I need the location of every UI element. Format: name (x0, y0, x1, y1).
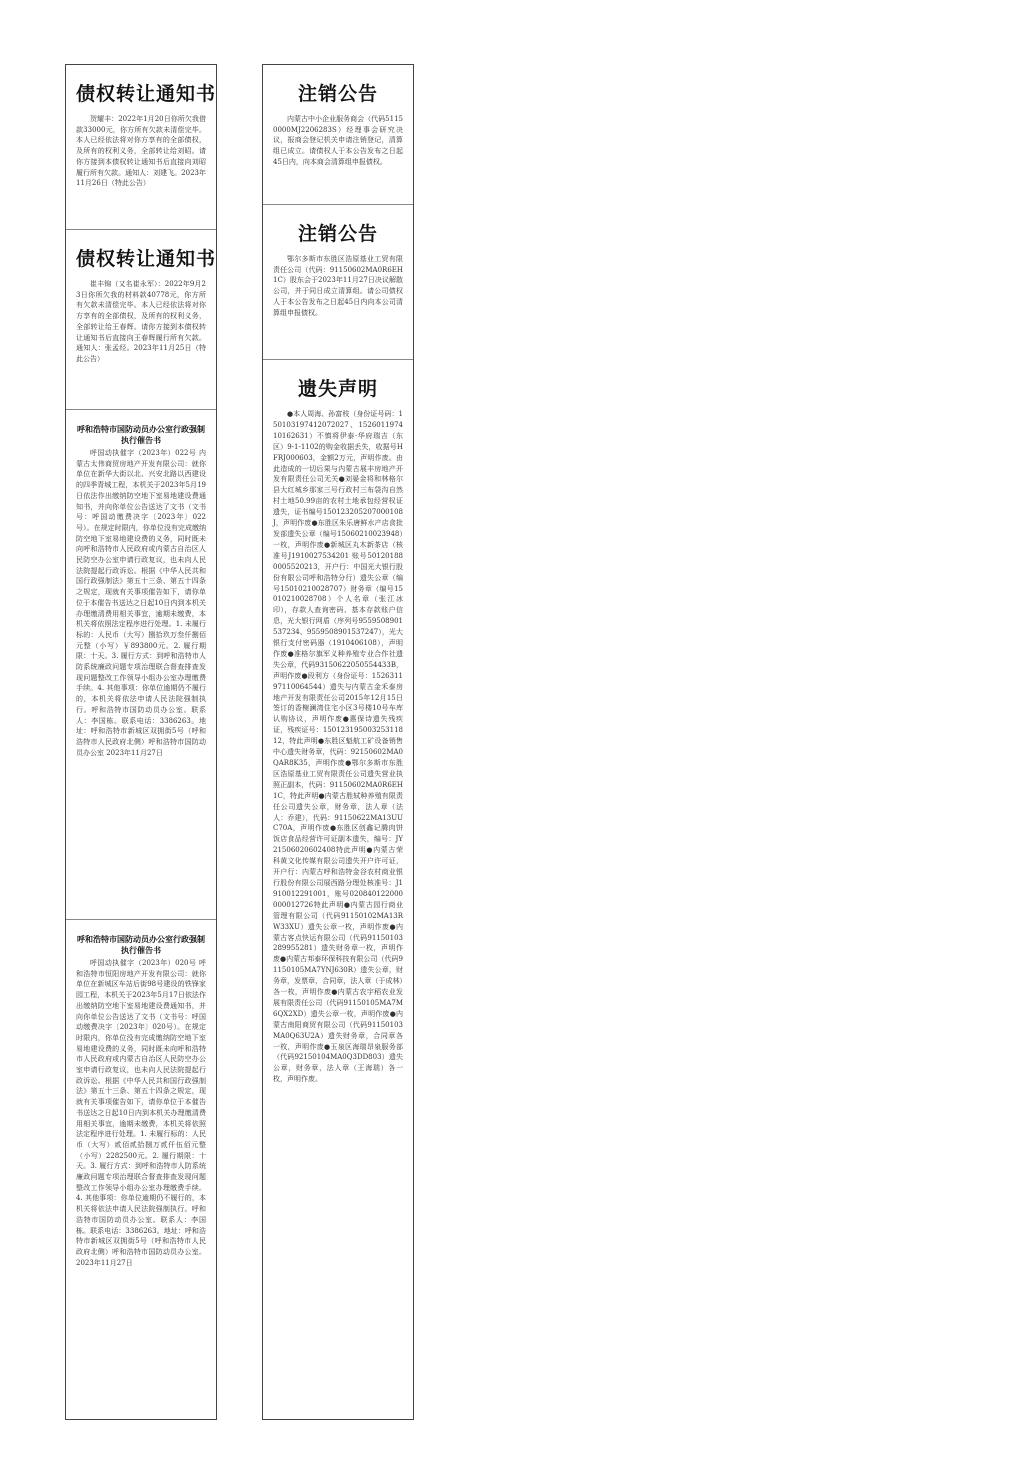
notice-body: 呼国动执催字（2023年）022号 内蒙古太伟商贸房地产开发有限公司：就你单位在新华大街以北、兴安北路以西建设的四季青城工程，本机关于2023年5月19日依法作出缴纳防空地下室易地建设费通知书，并向你单位公告送达了文书（文书号：呼国动缴费决字〔2023年〕022号）。在规定时限内，你单位没有完成缴纳防空地下室易地建设费的义务，同时既未向呼和浩特市人民政府或内蒙古自治区人民防空办公室申请行政复议，也未向人民法院提起行政诉讼。根据《中华人民共和国行政强制法》第五十三条、第五十四条之规定，现就有关事项催告如下，请你单位于本催告书送达之日起10日内到本机关办理缴清费用相关事宜，逾期未缴费，本机关将依照法定程序进行处理。1. 未履行标的：人民币（大写）捌拾玖万叁仟捌佰元整（小写）￥893800元。2. 履行期限：十天。3. 履行方式：到呼和浩特市人防系统廉政问题专项治理联合督查排查发现问题整改工作领导小组办公室办理缴费手续。4. 其他事项：你单位逾期仍不履行的，本机关将依法申请人民法院强制执行。呼和浩特市国防动员办公室。联系人：李国栋。联系电话：3386263。地址：呼和浩特市新城区双拥街5号（呼和浩特市人民政府北侧）呼和浩特市国防动员办公室 2023年11月27日 (76, 449, 206, 757)
notice-title: 注销公告 (297, 83, 378, 105)
notice-body: ●本人周海、孙富枝（身份证号码：150103197412072027、152601197410162631）不慎将伊泰·华府瑞吉（东区）9-1-1102的购金收据丢失，收据号HFRJ000603，金额2万元，声明作废。由此造成的一切后果与内蒙古展丰房地产开发有限责任公司无关●刘晏金将和林格尔县大红城乡那家三号行政村三布袋沟自然村土地50.99亩的农村土地承包经营权证遗失，证书编号150123205207000108J，声明作废●东胜区朱乐唐鲜水产店食批发部遗失公章（编号15060210023948）一枚，声明作废●新城区丸木新茶店（核准号J1910027534201 账号501201880005520213，开户行：中国光大银行股份有限公司呼和浩特分行）遗失公章（编号15010210028707）财务章（编号15010210028708）个人名章（张江冰印），存款人查询密码、基本存款账户信息，光大银行网盾（序列号9559508901537234、9559508901537247），光大银行支付密码器（1910406108），声明作废●准格尔旗军义种养殖专业合作社遗失公章，代码93150622050554433B，声明作废●段利方（身份证号：152631197110064544）遗失与内蒙古金禾泰房地产开发有限责任公司2015年12月15日签订的香榭澜湾住宅小区3号楼10号车库认购协议，声明作废●惠保诗遗失残疾证，残疾证号：15012319500325311812，特此声明●东胜区魁航工矿设备销售中心遗失财务章，代码：92150602MA0QAR8K35，声明作废●鄂尔多斯市东胜区浩原基业工贸有限责任公司遗失营业执照正副本，代码：91150602MA0R6EH1C，特此声明●内蒙古胜轼种养殖有限责任公司遗失公章，财务章，法人章（法人：乔建），代码：91150622MA13UUC70A，声明作废●东胜区创鑫记腾肉饼饭店食品经营许可证副本遗失，编号：JY21506020602408特此声明●内蒙古荣科黄文化传媒有限公司遗失开户许可证，开户行：内蒙古呼和浩特金谷农村商业银行股份有限公司展西路分理处核准号：J1910012291001，账号020840122000000012726特此声明●内蒙古园行商业管理有限公司（代码91150102MA13RW33XU）遗失公章一枚，声明作废●内蒙古客点快运有限公司（代码91150103289955281）遗失财务章一枚，声明作废●内蒙古邦泰环保科技有限公司（代码91150105MA7YNJ630R）遗失公章，财务章，发票章，合同章，法人章（于成林）各一枚，声明作废●内蒙古农宇稻农业发展有限责任公司（代码91150105MA7M6QX2XD）遗失公章一枚，声明作废●内蒙古南阳商贸有限公司（代码91150103MA0Q63U2A）遗失财务章，合同章各一枚，声明作废●玉泉区海瑞昂泉服务部（代码92150104MA0Q3DD803）遗失公章，财务章，法人章（王海瑞）各一枚，声明作废。 (273, 410, 403, 1084)
notice-title: 遗失声明 (297, 378, 378, 400)
notice-body: 崔丰锦（又名崔永军）：2022年9月23日你所欠我的材料款40778元，你方所有欠款未清偿完毕。本人已经依法将对你方享有的全部债权，及所有的权利义务，全部转让给王春辉。请你方接到本债权转让通知书后直接向王春辉履行所有欠款。通知人：张孟经。2023年11月25日（特此公告） (76, 280, 206, 363)
enforcement-notice-1 (66, 410, 216, 920)
notice-body: 呼国动执催字（2023年）020号 呼和浩特市恒阳房地产开发有限公司：就你单位在新城区车站后街98号建设的铁锋家园工程，本机关于2023年5月17日依法作出缴纳防空地下室易地建设费通知书，并向你单位公告送达了文书（文书号：呼国动缴费决字〔2023年〕020号）。在规定时限内，你单位没有完成缴纳防空地下室易地建设费的义务，同时既未向呼和浩特市人民政府或内蒙古自治区人民防空办公室申请行政复议，也未向人民法院提起行政诉讼。根据《中华人民共和国行政强制法》第五十三条、第五十四条之规定，现就有关事项催告如下，请你单位于本催告书送达之日起10日内到本机关办理缴清费用相关事宜，逾期未缴费，本机关将依照法定程序进行处理。1. 未履行标的：人民币（大写）贰佰贰拾捌万贰仟伍佰元整（小写）2282500元。2. 履行期限：十天。3. 履行方式：到呼和浩特市人防系统廉政问题专项治理联合督查排查发现问题整改工作领导小组办公室办理缴费手续。4. 其他事项：你单位逾期仍不履行的，本机关将依法申请人民法院强制执行。呼和浩特市国防动员办公室。联系人：李国栋。联系电话：3386263。地址：呼和浩特市新城区双拥街5号（呼和浩特市人民政府北侧）呼和浩特市国防动员办公室。2023年11月27日 (76, 959, 206, 1267)
notice-title: 呼和浩特市国防动员办公室行政强制执行催告书 (77, 935, 205, 955)
debt-transfer-notice-1 (66, 65, 216, 230)
notice-body: 内蒙古中小企业服务商会（代码51150000MJ2206283S）经理事会研究决议，报商会登记机关申请注销登记，清算组已成立。请债权人于本公告发布之日起45日内，向本商会清算组申报债权。 (273, 115, 403, 166)
right-column (262, 64, 414, 1420)
debt-transfer-notice-2 (66, 230, 216, 410)
notice-body: 贺耀丰：2022年1月20日你所欠我借款33000元，你方所有欠款未清偿完毕。本人已经依法将对你方享有的全部债权，及所有的权利义务，全部转让给刘昭。请你方接到本债权转让通知书后直接向刘昭履行所有欠款。通知人：刘建飞。2023年11月26日（特此公告） (76, 115, 206, 188)
deregistration-notice-2 (263, 205, 413, 360)
notice-title: 债权转让通知书 (76, 248, 216, 270)
left-column (65, 64, 217, 1420)
notice-title: 呼和浩特市国防动员办公室行政强制执行催告书 (77, 425, 205, 445)
deregistration-notice-1 (263, 65, 413, 205)
loss-declaration (263, 360, 413, 1419)
notice-title: 债权转让通知书 (76, 83, 216, 105)
notice-body: 鄂尔多斯市东胜区浩原基业工贸有限责任公司（代码：91150602MA0R6EH1C）股东会于2023年11月27日决议解散公司，并于同日成立清算组。请公司债权人于本公告发布之日起45日内向本公司清算组申报债权。 (273, 255, 403, 317)
enforcement-notice-2 (66, 920, 216, 1419)
notice-title: 注销公告 (297, 223, 378, 245)
